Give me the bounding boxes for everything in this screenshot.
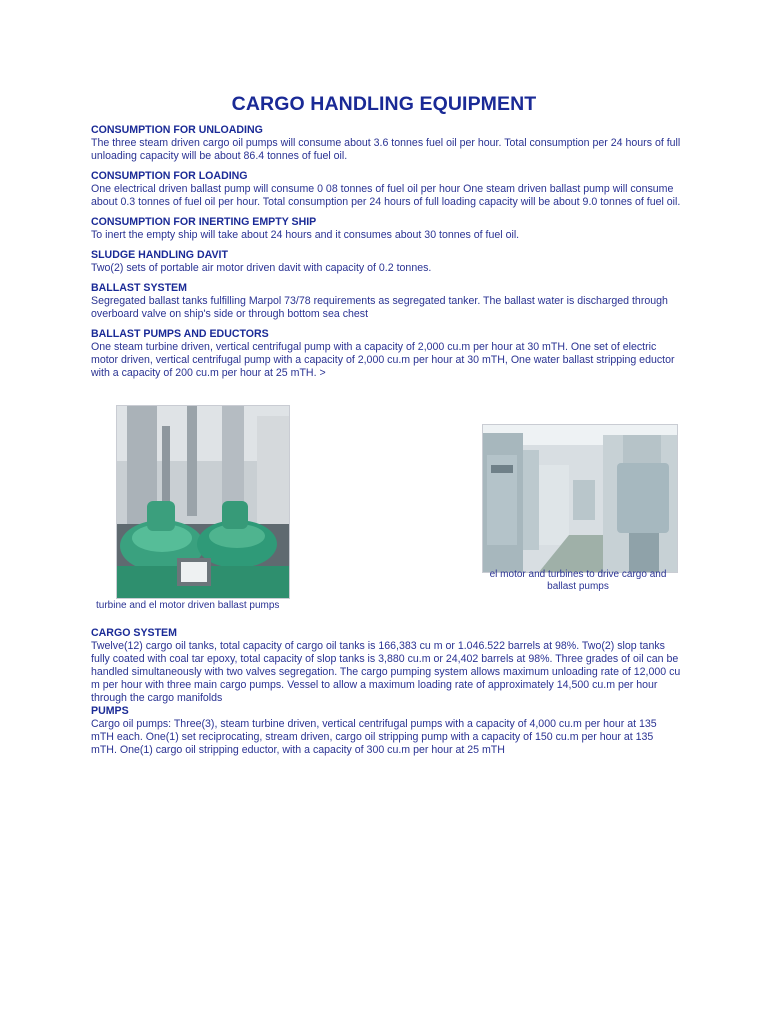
ballast-pumps-illustration	[117, 406, 289, 598]
ballast-pumps-photo	[116, 405, 290, 599]
section-cargo-system	[91, 627, 681, 705]
engine-room-illustration	[483, 425, 677, 572]
section-body: One electrical driven ballast pump will consume 0 08 tonnes of fuel oil per hour One steam driven ballast pump will consume about 0.3 tonnes of fuel oil per hour. Total consumption per 24 hours of full loading capacity will be about 9.0 tonnes of fuel oil.	[91, 183, 681, 208]
section-heading: BALLAST PUMPS AND EDUCTORS	[91, 328, 269, 340]
photo-caption-left: turbine and el motor driven ballast pumps	[96, 600, 280, 611]
section-body: Two(2) sets of portable air motor driven davit with capacity of 0.2 tonnes.	[91, 262, 432, 274]
section-body: To inert the empty ship will take about 24 hours and it consumes about 30 tonnes of fuel oil.	[91, 229, 520, 241]
section-sludge-davit	[91, 249, 681, 275]
lower-sections	[91, 627, 681, 764]
upper-sections	[91, 124, 681, 387]
section-ballast-pumps	[91, 328, 681, 380]
section-heading: CONSUMPTION FOR INERTING EMPTY SHIP	[91, 216, 317, 228]
section-body: The three steam driven cargo oil pumps will consume about 3.6 tonnes fuel oil per hour. Total consumption per 24 hours of full unloading capacity will be about 86.4 tonnes of fuel oil.	[91, 137, 681, 162]
section-heading: SLUDGE HANDLING DAVIT	[91, 249, 228, 261]
section-body: One steam turbine driven, vertical centrifugal pump with a capacity of 2,000 cu.m per hour at 30 mTH. One set of electric motor driven, vertical centrifugal pump with a capacity of 2,000 cu.m per hour at 30 mTH, One water ballast stripping eductor with a capacity of 200 cu.m per hour at 25 mTH. >	[91, 341, 675, 379]
section-body: Cargo oil pumps: Three(3), steam turbine driven, vertical centrifugal pumps with a capacity of 4,000 cu.m per hour at 135 mTH each. One(1) set reciprocating, stream driven, cargo oil stripping pump with a capacity of 150 cu.m per hour at 135 mTH. One(1) cargo oil stripping eductor, with a capacity of 300 cu.m per hour at 25 mTH	[91, 718, 657, 756]
section-heading: BALLAST SYSTEM	[91, 282, 187, 294]
section-heading: CONSUMPTION FOR UNLOADING	[91, 124, 263, 136]
section-consumption-inerting	[91, 216, 681, 242]
section-heading: CARGO SYSTEM	[91, 627, 177, 639]
section-consumption-unloading	[91, 124, 681, 163]
photo-caption-right: el motor and turbines to drive cargo and ballast pumps	[489, 569, 667, 592]
section-body: Twelve(12) cargo oil tanks, total capacity of cargo oil tanks is 166,383 cu m or 1.046.522 barrels at 98%. Two(2) slop tanks fully coated with coal tar epoxy, total capacity of slop tanks is 3,880 cu.m or 24,402 barrels at 98%. Three grades of oil can be handled simultaneously with two valves segregation. The cargo pumping system allows maximum unloading rate of 12,000 cu m per hour with three main cargo pumps. Vessel to allow a maximum loading rate of approximately 14,500 cu.m per hour through the cargo manifolds	[91, 640, 681, 704]
photo-area	[91, 405, 681, 620]
section-heading: CONSUMPTION FOR LOADING	[91, 170, 248, 182]
section-consumption-loading	[91, 170, 681, 209]
section-body: Segregated ballast tanks fulfilling Marpol 73/78 requirements as segregated tanker. The ballast water is discharged through overboard valve on ship's side or through bottom sea chest	[91, 295, 668, 320]
section-ballast-system	[91, 282, 681, 321]
page-title: CARGO HANDLING EQUIPMENT	[231, 93, 537, 115]
engine-room-photo	[482, 424, 678, 573]
section-pumps	[91, 705, 681, 757]
section-heading: PUMPS	[91, 705, 129, 717]
